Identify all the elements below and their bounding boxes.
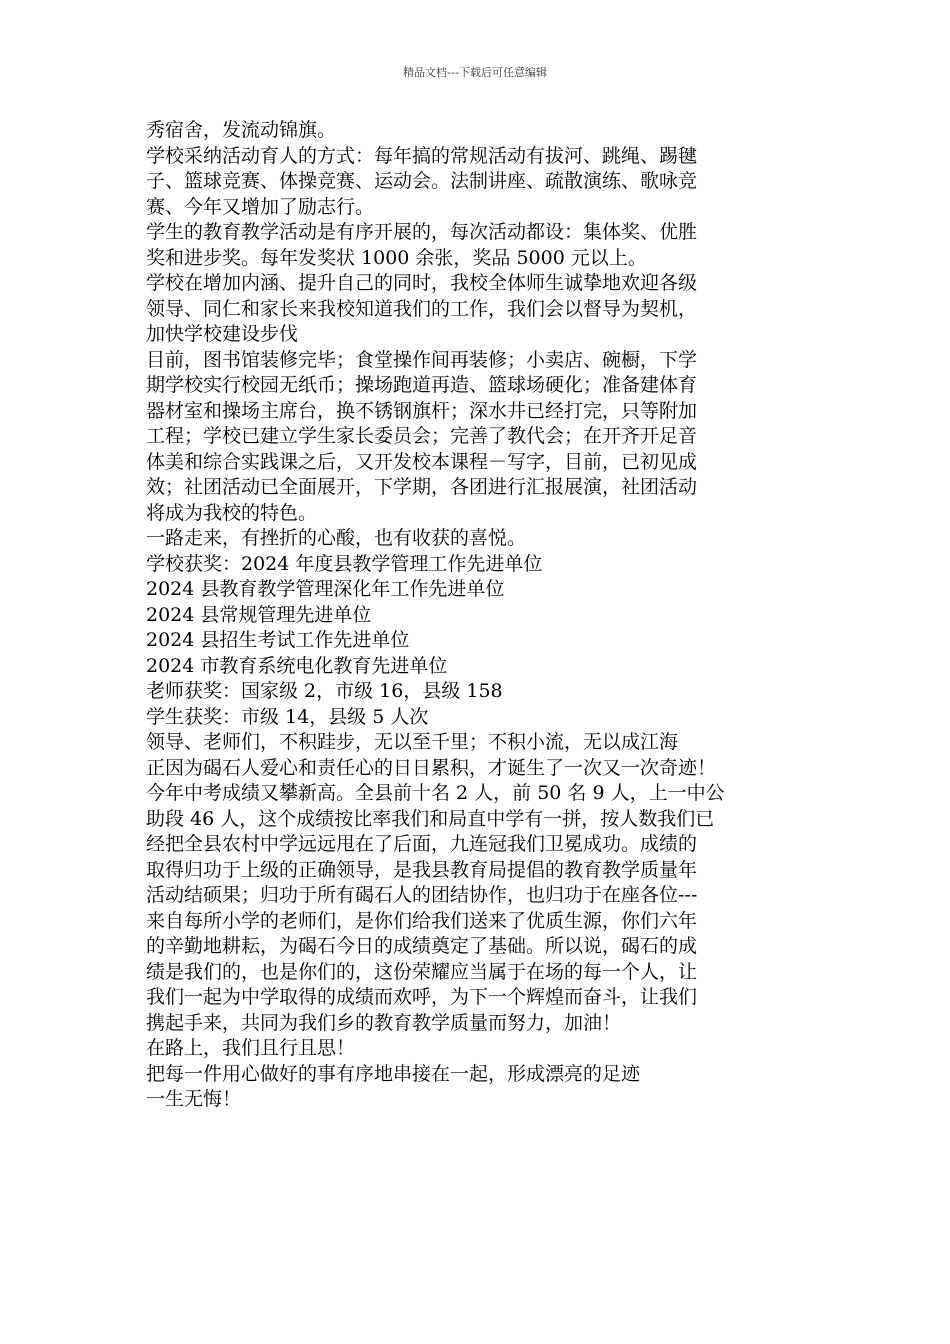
- text-line: 2024 县教育教学管理深化年工作先进单位: [146, 578, 505, 600]
- text-line: 老师获奖：国家级 2，市级 16，县级 158: [146, 680, 503, 702]
- text-line: 学生的教育教学活动是有序开展的，每次活动都设：集体奖、优胜: [146, 221, 698, 243]
- text-line: 赛、今年又增加了励志行。: [146, 195, 375, 218]
- text-line: 学校在增加内涵、提升自己的同时，我校全体师生诚挚地欢迎各级: [146, 272, 698, 294]
- text-line: 领导、同仁和家长来我校知道我们的工作，我们会以督导为契机，: [146, 297, 698, 320]
- text-line: 2024 县招生考试工作先进单位: [146, 629, 410, 651]
- text-line: 子、篮球竞赛、体操竞赛、运动会。法制讲座、疏散演练、歌咏竞: [146, 170, 698, 192]
- text-line: 一路走来，有挫折的心酸，也有收获的喜悦。: [146, 527, 527, 549]
- text-line: 奖和进步奖。每年发奖状 1000 余张，奖品 5000 元以上。: [146, 246, 647, 269]
- text-line: 活动结硕果；归功于所有碣石人的团结协作，也归功于在座各位---: [146, 884, 698, 906]
- text-line: 目前，图书馆装修完毕；食堂操作间再装修；小卖店、碗橱，下学: [146, 348, 698, 371]
- text-line: 2024 市教育系统电化教育先进单位: [146, 654, 448, 677]
- text-line: 一生无悔！: [146, 1088, 242, 1110]
- text-line: 学生获奖：市级 14，县级 5 人次: [146, 705, 429, 728]
- text-line: 学校获奖：2024 年度县教学管理工作先进单位: [146, 552, 543, 575]
- text-line: 把每一件用心做好的事有序地串接在一起，形成漂亮的足迹: [146, 1062, 641, 1085]
- text-line: 2024 县常规管理先进单位: [146, 603, 372, 626]
- text-line: 期学校实行校园无纸币；操场跑道再造、篮球场硬化；准备建体育: [146, 374, 698, 396]
- text-line: 学校采纳活动育人的方式：每年搞的常规活动有拔河、跳绳、踢毽: [146, 144, 698, 167]
- text-line: 绩是我们的，也是你们的，这份荣耀应当属于在场的每一个人，让: [146, 960, 698, 983]
- text-line: 领导、老师们，不积跬步，无以至千里；不积小流，无以成江海: [146, 731, 679, 753]
- text-line: 工程；学校已建立学生家长委员会；完善了教代会；在开齐开足音: [146, 425, 698, 447]
- text-line: 来自每所小学的老师们，是你们给我们送来了优质生源，你们六年: [146, 909, 698, 932]
- text-line: 经把全县农村中学远远甩在了后面，九连冠我们卫冕成功。成绩的: [146, 833, 698, 855]
- text-line: 我们一起为中学取得的成绩而欢呼，为下一个辉煌而奋斗，让我们: [146, 986, 698, 1008]
- page-header: 精品文档---下载后可任意编辑: [403, 66, 547, 79]
- text-line: 加快学校建设步伐: [146, 323, 299, 345]
- text-line: 今年中考成绩又攀新高。全县前十名 2 人，前 50 名 9 人，上一中公: [146, 782, 725, 804]
- text-line: 将成为我校的特色。: [146, 501, 318, 524]
- text-line: 取得归功于上级的正确领导，是我县教育局提倡的教育教学质量年: [146, 858, 698, 881]
- text-line: 携起手来，共同为我们乡的教育教学质量而努力，加油！: [146, 1011, 622, 1034]
- document-body: [146, 118, 816, 1113]
- text-line: 助段 46 人，这个成绩按比率我们和局直中学有一拼，按人数我们已: [146, 807, 715, 830]
- text-line: 正因为碣石人爱心和责任心的日日累积，才诞生了一次又一次奇迹！: [146, 756, 717, 779]
- text-line: 效；社团活动已全面展开，下学期，各团进行汇报展演，社团活动: [146, 476, 698, 498]
- text-line: 器材室和操场主席台，换不锈钢旗杆；深水井已经打完，只等附加: [146, 399, 698, 422]
- text-line: 秀宿舍，发流动锦旗。: [146, 119, 337, 141]
- text-line: 的辛勤地耕耘，为碣石今日的成绩奠定了基础。所以说，碣石的成: [146, 935, 698, 957]
- text-line: 在路上，我们且行且思！: [146, 1037, 356, 1059]
- text-line: 体美和综合实践课之后，又开发校本课程－写字，目前，已初见成: [146, 450, 698, 473]
